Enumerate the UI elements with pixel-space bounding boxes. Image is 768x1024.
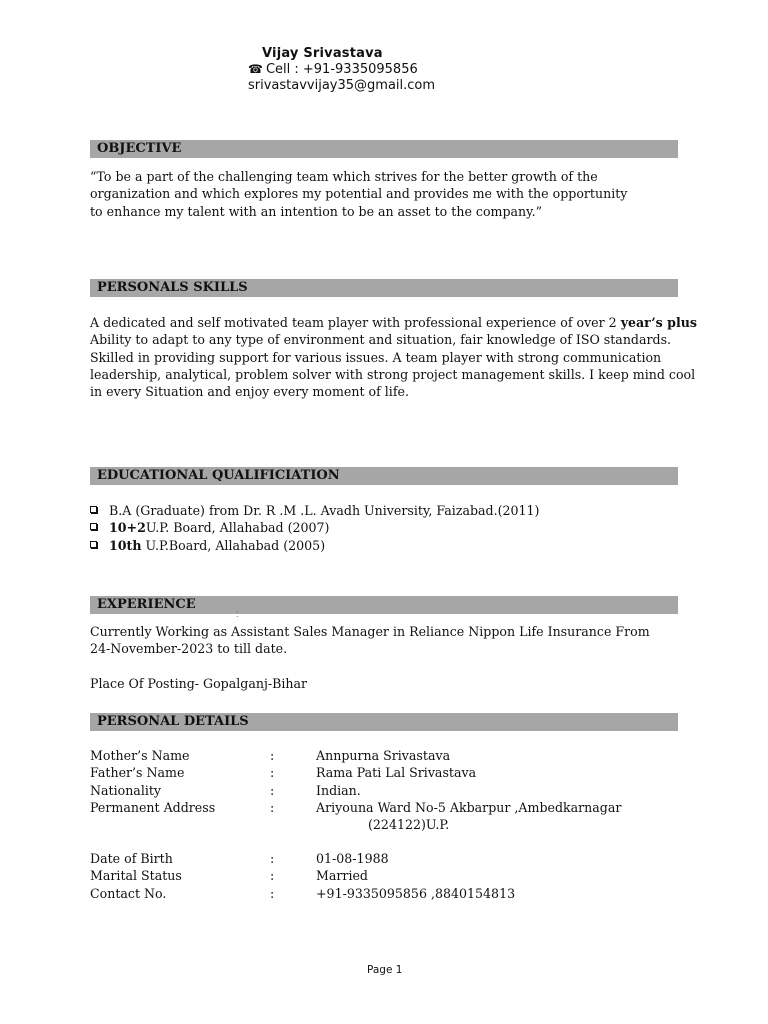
detail-label: Permanent Address	[90, 799, 216, 815]
skills-text	[90, 314, 697, 400]
detail-label: Nationality	[90, 782, 162, 798]
text-line: organization and which explores my potential and provides me with the opportunity	[90, 186, 628, 202]
detail-colon: :	[270, 851, 275, 866]
detail-label: Marital Status	[90, 868, 182, 884]
detail-colon: :	[270, 868, 275, 884]
address-continuation: (224122)U.P.	[368, 817, 450, 833]
text-line: in every Situation and enjoy every moment of life.	[90, 384, 409, 400]
item-text: U.P.Board, Allahabad (2005)	[141, 537, 326, 553]
detail-value: 01-08-1988	[316, 851, 389, 866]
square-bullet-icon	[90, 523, 97, 530]
text-line: “To be a part of the challenging team which strives for the better growth of the	[90, 169, 598, 184]
posting-text	[90, 675, 680, 692]
detail-label: Contact No.	[90, 885, 167, 901]
section-title: OBJECTIVE	[97, 141, 182, 156]
text-line: Skilled in providing support for various issues. A team player with strong communication	[90, 349, 662, 365]
section-title: EXPERIENCE	[97, 597, 196, 612]
stray-mark: ⁚	[236, 610, 239, 619]
contact-cell	[248, 62, 418, 77]
detail-colon: :	[270, 885, 275, 901]
list-item	[90, 537, 539, 554]
square-bullet-icon	[90, 541, 97, 548]
section-skills	[90, 279, 678, 297]
detail-label: Father’s Name	[90, 765, 185, 781]
text-line: 24-November-2023 to till date.	[90, 641, 288, 657]
text-line: Ability to adapt to any type of environment and situation, fair knowledge of ISO standards.	[90, 332, 672, 348]
list-item	[90, 502, 539, 519]
detail-colon: :	[270, 782, 275, 798]
section-title: PERSONAL DETAILS	[97, 714, 249, 729]
section-experience	[90, 596, 678, 614]
section-objective	[90, 140, 678, 158]
education-list	[90, 502, 539, 554]
detail-value: Married	[316, 868, 368, 884]
item-text: U.P. Board, Allahabad (2007)	[145, 520, 330, 536]
bold-run: year’s plus	[620, 315, 697, 330]
detail-value: Ariyouna Ward No-5 Akbarpur ,Ambedkarnagar	[316, 799, 622, 815]
detail-value: Indian.	[316, 782, 361, 798]
detail-value: Rama Pati Lal Srivastava	[316, 765, 477, 781]
item-text: B.A (Graduate) from Dr. R .M .L. Avadh University, Faizabad.(2011)	[109, 503, 540, 518]
section-title: PERSONALS SKILLS	[97, 280, 248, 295]
text-run: A dedicated and self motivated team player with professional experience of over 2	[90, 315, 621, 330]
contact-email: srivastavvijay35@gmail.com	[248, 78, 436, 93]
bold-run: 10+2	[109, 520, 146, 536]
square-bullet-icon	[90, 506, 97, 513]
detail-label: Mother’s Name	[90, 748, 190, 763]
text-line: Currently Working as Assistant Sales Manager in Reliance Nippon Life Insurance From	[90, 624, 650, 639]
section-title: EDUCATIONAL QUALIFICIATION	[97, 468, 340, 483]
text-line: to enhance my talent with an intention to be an asset to the company.”	[90, 203, 543, 219]
text-line: Place Of Posting- Gopalganj-Bihar	[90, 676, 308, 691]
cell-text: Cell : +91-9335095856	[265, 62, 418, 77]
detail-colon: :	[270, 765, 275, 781]
section-education	[90, 467, 678, 485]
list-item	[90, 519, 539, 536]
experience-text	[90, 623, 680, 658]
text-line: leadership, analytical, problem solver with strong project management skills. I keep mind cool	[90, 366, 696, 382]
phone-icon: ☎	[248, 62, 263, 76]
page-number: Page 1	[367, 964, 403, 976]
objective-text	[90, 168, 680, 220]
detail-label: Date of Birth	[90, 851, 173, 866]
section-personal	[90, 713, 678, 731]
text-line	[90, 314, 697, 331]
detail-colon: :	[270, 799, 275, 815]
detail-value: +91-9335095856 ,8840154813	[316, 885, 516, 901]
bold-run: 10th	[109, 537, 142, 553]
candidate-name: Vijay Srivastava	[262, 46, 383, 61]
detail-colon: :	[270, 748, 275, 763]
detail-value: Annpurna Srivastava	[316, 748, 451, 763]
